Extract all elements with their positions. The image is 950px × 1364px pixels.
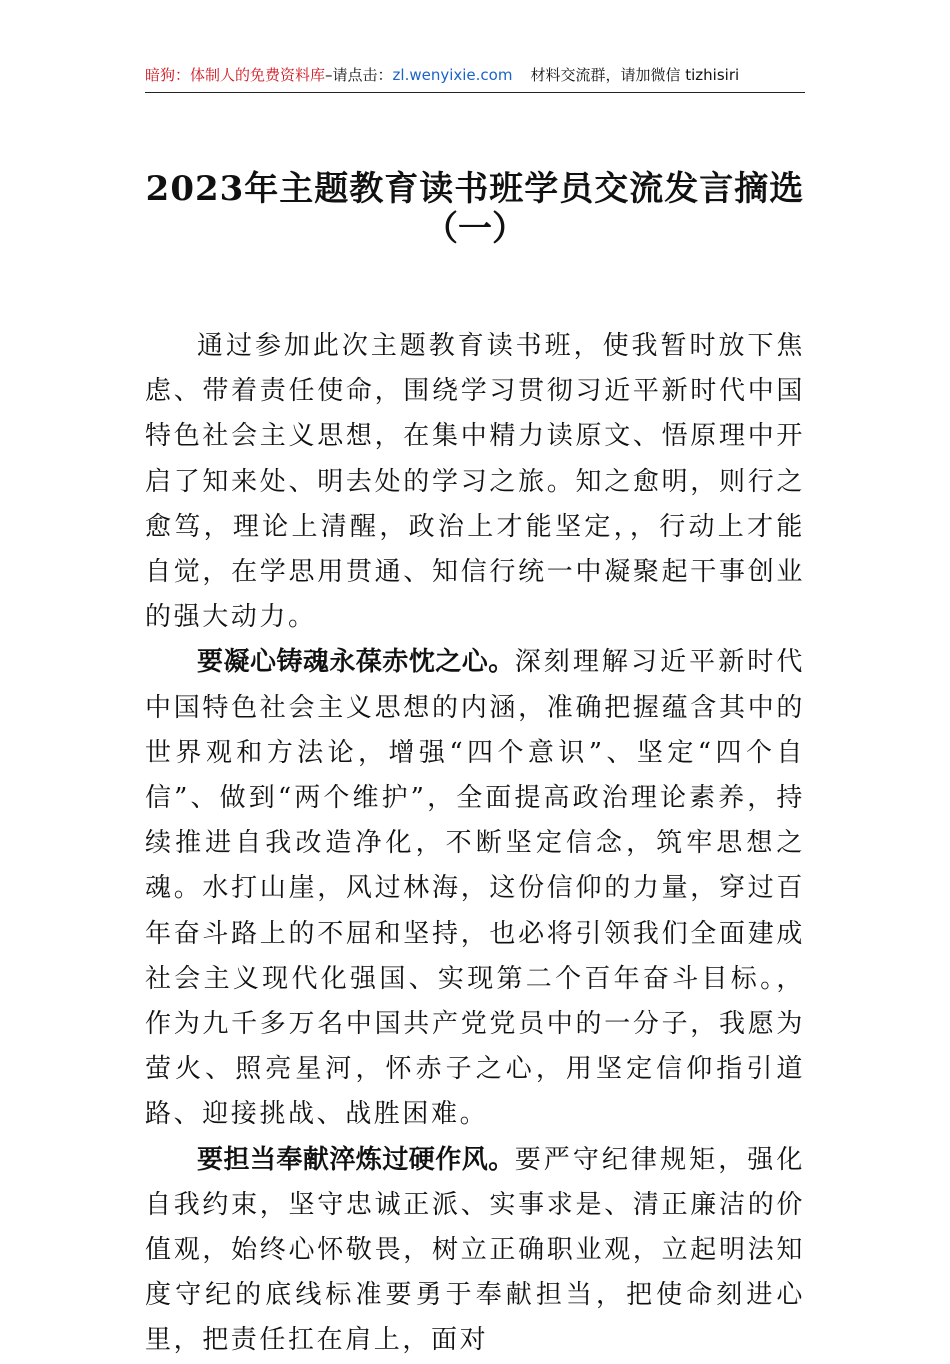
header-link[interactable]: zl.wenyixie.com [392,66,513,84]
header-brand: 暗狗：体制人的免费资料库 [145,66,326,84]
paragraph-text: 深刻理解习近平新时代中国特色社会主义思想的内涵，准确把握蕴含其中的世界观和方法论，增强“四个意识”、坚定“四个自信”、做到“两个维护”，全面提高政治理论素养，持续推进自我改造净化，不断坚定信念，筑牢思想之魂。水打山崖，风过林海，这份信仰的力量，穿过百年奋斗路上的不屈和坚持，也必将引领我们全面建成社会主义现代化强国、实现第二个百年奋斗目标。，作为九千多万名中国共产党党员中的一分子，我愿为萤火、照亮星河，怀赤子之心，用坚定信仰指引道路、迎接挑战、战胜困难。 [145,647,805,1130]
paragraph-section-2 [145,1138,805,1364]
paragraph-lead: 要凝心铸魂永葆赤忱之心。 [197,647,515,678]
paragraph-intro [145,324,805,640]
document-title: 2023年主题教育读书班学员交流发言摘选 [145,169,805,209]
paragraph-text: 要严守纪律规矩，强化自我约束，坚守忠诚正派、实事求是、清正廉洁的价值观，始终心怀敬畏，树立正确职业观，立起明法知度守纪的底线标准要勇于奉献担当，把使命刻进心里，把责任扛在肩上，面对 [145,1144,805,1356]
page-header [145,62,805,93]
document-body [145,324,805,1364]
document-subtitle: （一） [424,209,526,249]
paragraph-text: 通过参加此次主题教育读书班，使我暂时放下焦虑、带着责任使命，围绕学习贯彻习近平新时代中国特色社会主义思想，在集中精力读原文、悟原理中开启了知来处、明去处的学习之旅。知之愈明，则行之愈笃，理论上清醒，政治上才能坚定，，行动上才能自觉，在学思用贯通、知信行统一中凝聚起干事创业的强大动力。 [145,331,805,633]
header-separator: –请点击： [325,66,393,84]
paragraph-section-1 [145,640,805,1137]
paragraph-lead: 要担当奉献淬炼过硬作风。 [197,1144,515,1175]
header-wechat-note: 材料交流群，请加微信 tizhisiri [530,66,740,84]
